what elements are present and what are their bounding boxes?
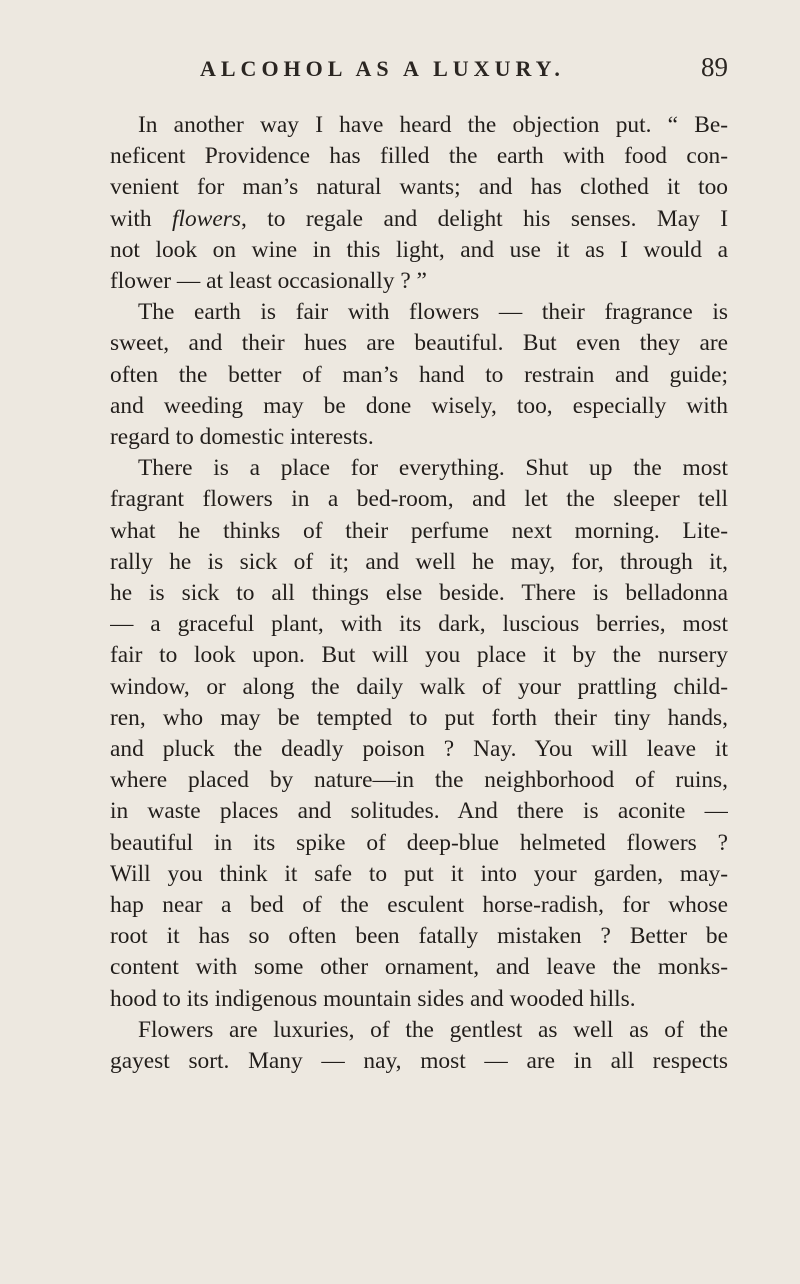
text-line: There is a place for everything. Shut up the most xyxy=(138,455,728,482)
text-line: what he thinks of their perfume next morning. Lite- xyxy=(110,517,728,544)
running-title: ALCOHOL AS A LUXURY. xyxy=(200,56,565,81)
running-head xyxy=(110,50,728,90)
text-line: fair to look upon. But will you place it by the nursery xyxy=(110,642,728,669)
text-line: gayest sort. Many — nay, most — are in all respects xyxy=(110,1048,728,1075)
text-line: with flowers, to regale and delight his senses. May I xyxy=(110,205,728,232)
text-line: often the better of man’s hand to restrain and guide; xyxy=(110,361,728,388)
text-line: root it has so often been fatally mistaken ? Better be xyxy=(110,923,728,950)
text-line: Will you think it safe to put it into your garden, may- xyxy=(110,860,728,887)
text-line: regard to domestic interests. xyxy=(110,424,374,451)
text-line: ren, who may be tempted to put forth their tiny hands, xyxy=(110,704,728,731)
text-line: neficent Providence has filled the earth with food con- xyxy=(110,143,728,170)
body-text xyxy=(110,110,728,1077)
text-line: rally he is sick of it; and well he may, for, through it, xyxy=(110,548,728,575)
text-line: flower — at least occasionally ? ” xyxy=(110,268,427,295)
text-line: hap near a bed of the esculent horse-radish, for whose xyxy=(110,892,728,919)
text-line: hood to its indigenous mountain sides and wooded hills. xyxy=(110,985,636,1012)
text-line: window, or along the daily walk of your prattling child- xyxy=(110,673,728,700)
text-line: sweet, and their hues are beautiful. But even they are xyxy=(110,330,728,357)
text-line: venient for man’s natural wants; and has clothed it too xyxy=(110,174,728,201)
text-line: — a graceful plant, with its dark, luscious berries, most xyxy=(110,611,728,638)
text-line: and pluck the deadly poison ? Nay. You will leave it xyxy=(110,736,728,763)
page-number: 89 xyxy=(701,52,728,82)
text-line: The earth is fair with flowers — their fragrance is xyxy=(138,299,728,326)
text-line: where placed by nature—in the neighborhood of ruins, xyxy=(110,767,728,794)
text-line: In another way I have heard the objection put. “ Be- xyxy=(138,112,728,138)
text-line: in waste places and solitudes. And there is aconite — xyxy=(110,798,728,825)
text-line: content with some other ornament, and leave the monks- xyxy=(110,954,728,981)
text-line: fragrant flowers in a bed-room, and let the sleeper tell xyxy=(110,486,728,513)
text-line: he is sick to all things else beside. There is belladonna xyxy=(110,580,728,607)
text-line: beautiful in its spike of deep-blue helmeted flowers ? xyxy=(110,829,728,856)
text-line: not look on wine in this light, and use it as I would a xyxy=(110,236,728,263)
text-line: Flowers are luxuries, of the gentlest as well as of the xyxy=(138,1016,728,1043)
text-line: and weeding may be done wisely, too, especially with xyxy=(110,392,728,419)
